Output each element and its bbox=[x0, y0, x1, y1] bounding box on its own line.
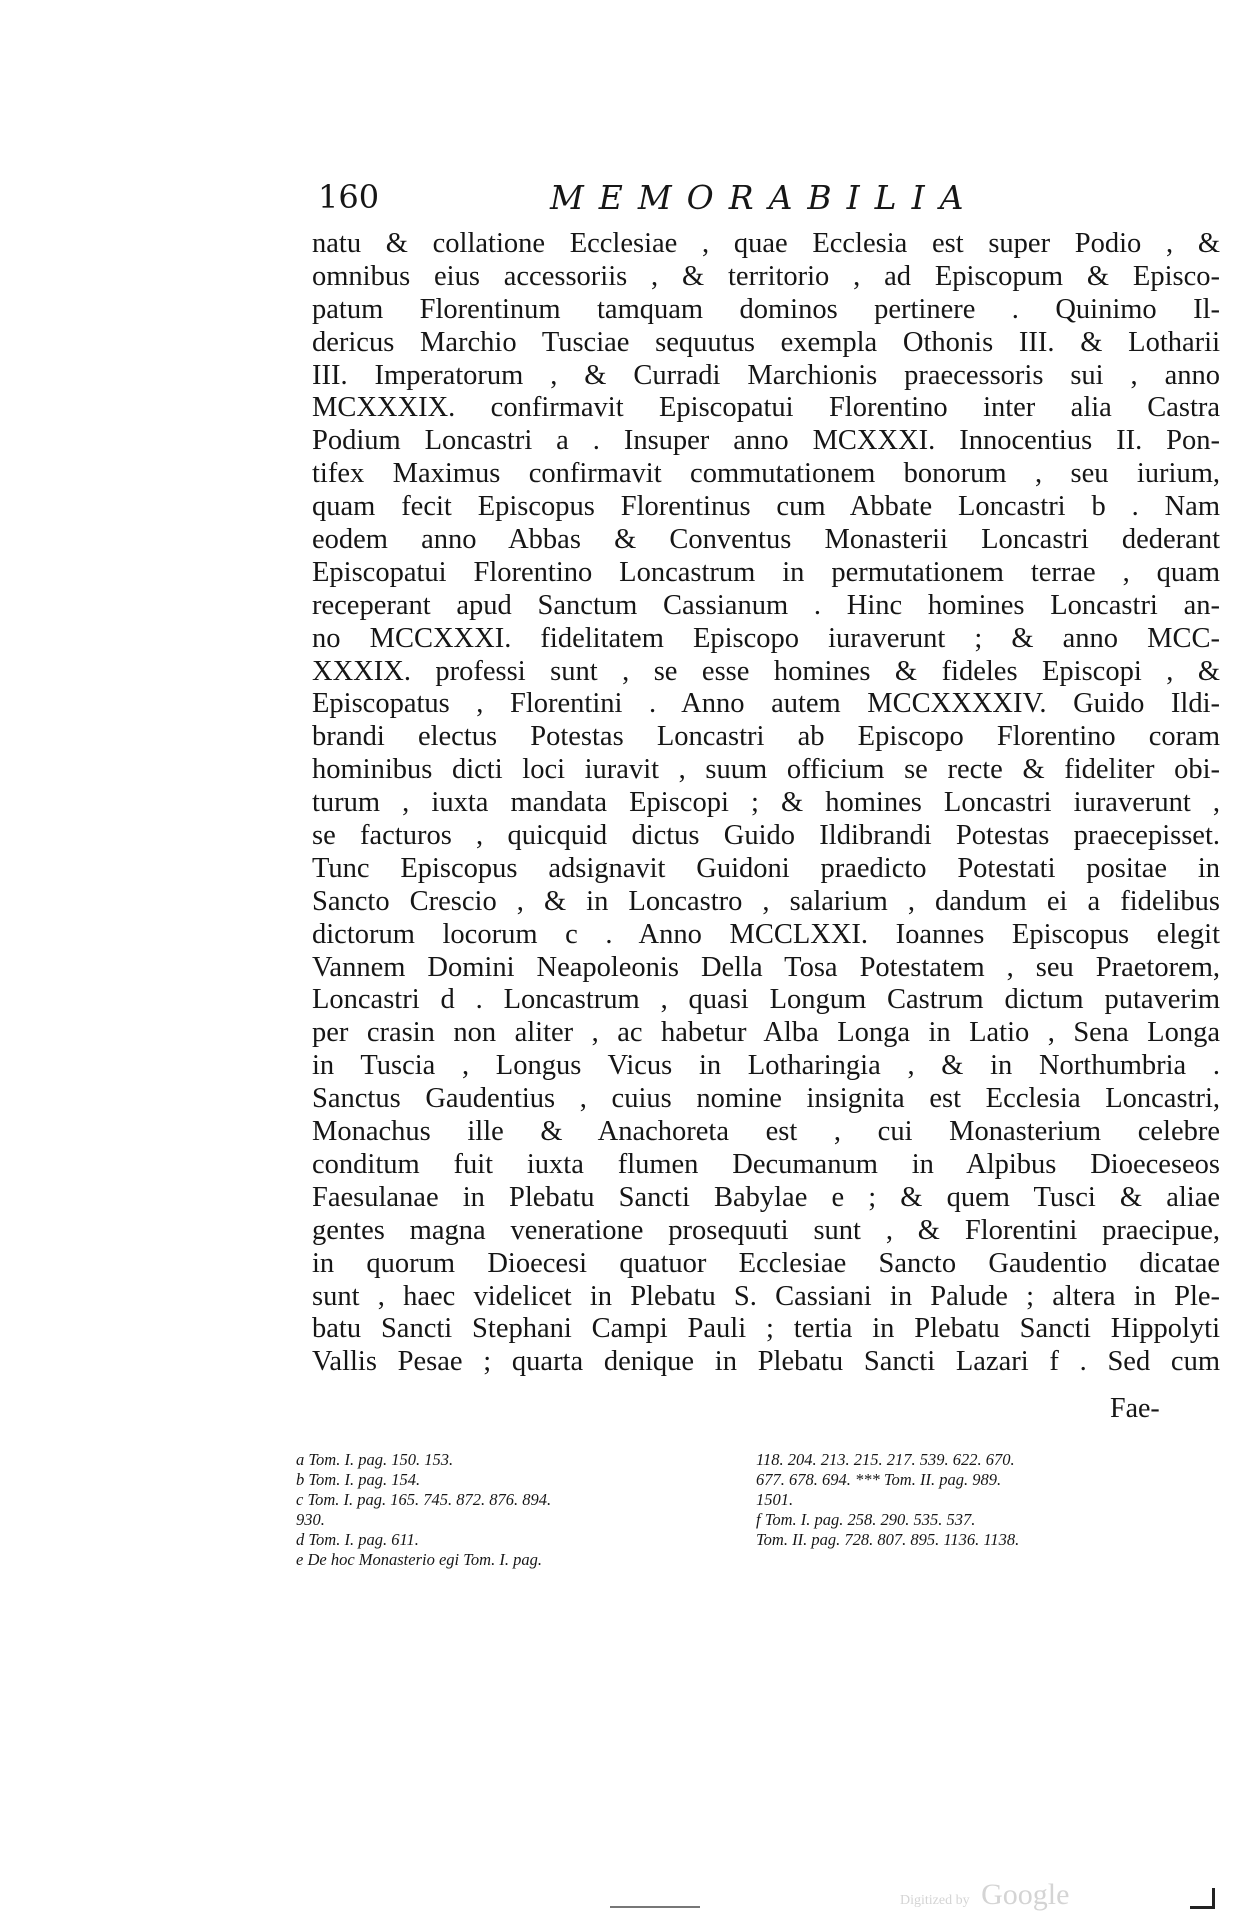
footnote-line: f Tom. I. pag. 258. 290. 535. 537. bbox=[756, 1510, 976, 1529]
text-line: in Tuscia , Longus Vicus in Lotharingia , & in Northumbria . bbox=[312, 1050, 1220, 1082]
text-line: gentes magna veneratione prosequuti sunt , & Florentini praecipue, bbox=[312, 1214, 1220, 1246]
text-line: omnibus eius accessoriis , & territorio , ad Episcopum & Episco- bbox=[312, 260, 1220, 292]
text-line: se facturos , quicquid dictus Guido Ildibrandi Potestas praecepisset. bbox=[312, 820, 1220, 852]
text-line: Tunc Episcopus adsignavit Guidoni praedicto Potestati positae in bbox=[312, 852, 1220, 884]
footnotes-right-column bbox=[756, 1450, 1196, 1550]
text-line: eodem anno Abbas & Conventus Monasterii Loncastri dederant bbox=[312, 524, 1220, 556]
footnote-line: d Tom. I. pag. 611. bbox=[296, 1530, 419, 1549]
text-line: tifex Maximus confirmavit commutationem bonorum , seu iurium, bbox=[312, 458, 1220, 490]
footnote-line: b Tom. I. pag. 154. bbox=[296, 1470, 421, 1489]
text-line: turum , iuxta mandata Episcopi ; & homines Loncastri iuraverunt , bbox=[312, 787, 1220, 819]
text-line: XXXIX. professi sunt , se esse homines & fideles Episcopi , & bbox=[312, 655, 1220, 687]
running-head: MEMORABILIA bbox=[550, 178, 979, 217]
text-line: dericus Marchio Tusciae sequutus exempla Othonis III. & Lotharii bbox=[312, 326, 1220, 358]
bottom-rule bbox=[610, 1906, 700, 1908]
footnote-line: Tom. II. pag. 728. 807. 895. 1136. 1138. bbox=[756, 1530, 1020, 1549]
text-line: in quorum Dioecesi quatuor Ecclesiae Sancto Gaudentio dicatae bbox=[312, 1247, 1220, 1279]
footnote-line: e De hoc Monasterio egi Tom. I. pag. bbox=[296, 1550, 542, 1569]
text-line: Podium Loncastri a . Insuper anno MCXXXI. Innocentius II. Pon- bbox=[312, 425, 1220, 457]
footnote-line: c Tom. I. pag. 165. 745. 872. 876. 894. bbox=[296, 1490, 552, 1509]
text-line: dictorum locorum c . Anno MCCLXXI. Ioannes Episcopus elegit bbox=[312, 918, 1220, 950]
text-line: natu & collatione Ecclesiae , quae Ecclesia est super Podio , & bbox=[312, 228, 1220, 259]
text-line: Episcopatui Florentino Loncastrum in permutationem terrae , quam bbox=[312, 556, 1220, 588]
text-line: Vannem Domini Neapoleonis Della Tosa Potestatem , seu Praetorem, bbox=[312, 951, 1220, 983]
text-line: Episcopatus , Florentini . Anno autem MCCXXXXIV. Guido Ildi- bbox=[312, 688, 1220, 720]
footnote-line: 1501. bbox=[756, 1490, 794, 1509]
text-line: Loncastri d . Loncastrum , quasi Longum Castrum dictum putaverim bbox=[312, 984, 1220, 1016]
text-line: patum Florentinum tamquam dominos pertinere . Quinimo Il- bbox=[312, 293, 1220, 325]
text-line: per crasin non aliter , ac habetur Alba Longa in Latio , Sena Longa bbox=[312, 1017, 1220, 1049]
text-line: Vallis Pesae ; quarta denique in Plebatu Sancti Lazari f . Sed cum bbox=[312, 1346, 1220, 1378]
text-line: batu Sancti Stephani Campi Pauli ; tertia in Plebatu Sancti Hippolyti bbox=[312, 1313, 1220, 1345]
text-line: Monachus ille & Anachoreta est , cui Monasterium celebre bbox=[312, 1116, 1220, 1148]
text-line: Sancto Crescio , & in Loncastro , salarium , dandum ei a fidelibus bbox=[312, 885, 1220, 917]
footnotes bbox=[296, 1450, 1196, 1600]
text-line: MCXXXIX. confirmavit Episcopatui Florentino inter alia Castra bbox=[312, 392, 1220, 424]
page-header bbox=[318, 178, 1218, 222]
footnote-line: 677. 678. 694. *** Tom. II. pag. 989. bbox=[756, 1470, 1002, 1489]
text-line: quam fecit Episcopus Florentinus cum Abbate Loncastri b . Nam bbox=[312, 491, 1220, 523]
body-text bbox=[312, 228, 1220, 1379]
text-line: Sanctus Gaudentius , cuius nomine insignita est Ecclesia Loncastri, bbox=[312, 1083, 1220, 1115]
footnote-line: 118. 204. 213. 215. 217. 539. 622. 670. bbox=[756, 1450, 1015, 1469]
page-number: 160 bbox=[318, 178, 380, 216]
text-line: hominibus dicti loci iuravit , suum officium se recte & fideliter obi- bbox=[312, 754, 1220, 786]
text-line: brandi electus Potestas Loncastri ab Episcopo Florentino coram bbox=[312, 721, 1220, 753]
footnote-line: a Tom. I. pag. 150. 153. bbox=[296, 1450, 454, 1469]
footnote-line: 930. bbox=[296, 1510, 325, 1529]
digitized-watermark bbox=[900, 1878, 1069, 1912]
text-line: conditum fuit iuxta flumen Decumanum in Alpibus Dioeceseos bbox=[312, 1148, 1220, 1180]
footnotes-left-column bbox=[296, 1450, 736, 1570]
watermark-brand: Google bbox=[981, 1878, 1070, 1911]
text-line: no MCCXXXI. fidelitatem Episcopo iuraverunt ; & anno MCC- bbox=[312, 622, 1220, 654]
text-line: sunt , haec videlicet in Plebatu S. Cassiani in Palude ; altera in Ple- bbox=[312, 1280, 1220, 1312]
corner-mark bbox=[1190, 1888, 1215, 1909]
text-line: receperant apud Sanctum Cassianum . Hinc homines Loncastri an- bbox=[312, 589, 1220, 621]
text-line: Faesulanae in Plebatu Sancti Babylae e ; & quem Tusci & aliae bbox=[312, 1181, 1220, 1213]
watermark-prefix: Digitized by bbox=[900, 1893, 970, 1908]
text-line: III. Imperatorum , & Curradi Marchionis praecessoris sui , anno bbox=[312, 359, 1220, 391]
catchword: Fae- bbox=[1110, 1393, 1160, 1424]
